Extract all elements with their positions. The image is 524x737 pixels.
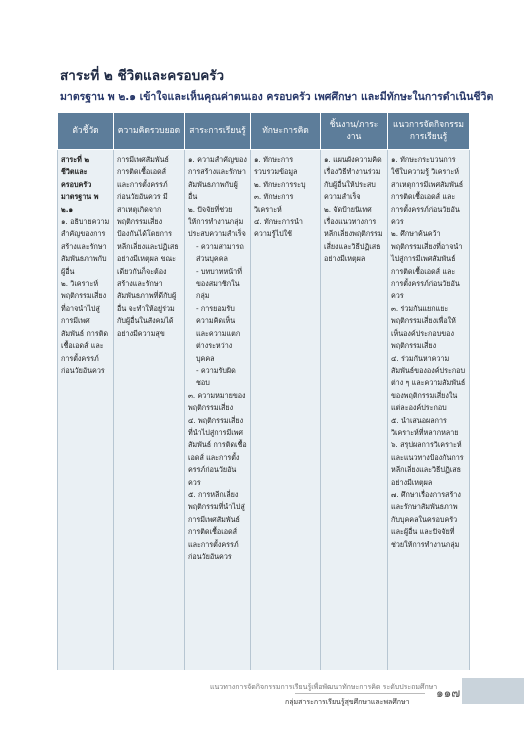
header-activity: แนวการจัดกิจกรรมการเรียนรู้ <box>388 113 470 150</box>
footer-book-title: แนวทางการจัดกิจกรรมการเรียนรู้เพื่อพัฒนาทักษะการคิด ระดับประถมศึกษา <box>210 683 438 691</box>
indicator-strand-name: ชีวิตและครอบครัว <box>61 167 92 189</box>
activity-item: ๖. สรุปผลการวิเคราะห์และแนวทางป้องกันการหลีกเลี่ยงและวิธีปฏิเสธอย่างมีเหตุผล <box>391 440 464 487</box>
indicator-item: ๑. อธิบายความสำคัญของการสร้างและรักษาสัมพันธภาพกับผู้อื่น <box>61 217 110 276</box>
content-item: ๔. พฤติกรรมเสี่ยงที่นำไปสู่การมีเพศสัมพันธ์ การติดเชื้อเอดส์ และการตั้งครรภ์ก่อนวัยอันควร <box>188 415 247 487</box>
indicator-item: ๒. วิเคราะห์พฤติกรรมเสี่ยงที่อาจนำไปสู่การมีเพศสัมพันธ์ การติดเชื้อเอดส์ และการตั้งครรภ์ก่อนวัยอันควร <box>61 279 109 375</box>
skill-item: ๒. ทักษะการระบุ <box>254 179 306 189</box>
activity-item: ๑. ทักษะกระบวนการใช้ใบความรู้ วิเคราะห์สาเหตุการมีเพศสัมพันธ์ การติดเชื้อเอดส์ และการตั้งครรภ์ก่อนวัยอันควร <box>391 155 464 227</box>
content-subitem: - ความสามารถส่วนบุคคล <box>196 241 244 264</box>
indicator-strand: สาระที่ ๒ <box>61 155 90 164</box>
skill-item: ๓. ทักษะการวิเคราะห์ <box>254 192 294 214</box>
skill-item: ๑. ทักษะการรวบรวมข้อมูล <box>254 155 298 177</box>
page-title: สาระที่ ๒ ชีวิตและครอบครัว <box>60 68 225 84</box>
table-header-row <box>58 113 470 150</box>
cell-activities <box>388 150 470 671</box>
cell-concept <box>114 150 185 671</box>
activity-item: ๔. ร่วมกันหาความสัมพันธ์ขององค์ประกอบต่าง ๆ และความสัมพันธ์ของพฤติกรรมเสี่ยงในแต่ละองค์ประกอบ <box>391 353 466 413</box>
indicator-standard: มาตรฐาน พ ๒.๑ <box>61 192 99 214</box>
header-content: สาระการเรียนรู้ <box>185 113 251 150</box>
concept-text: การมีเพศสัมพันธ์ การติดเชื้อเอดส์ และการตั้งครรภ์ก่อนวัยอันควร มีสาเหตุเกิดจากพฤติกรรมเสี่ยง ป้องกันได้โดยการหลีกเลี่ยงและปฏิเสธอย่างมีเหตุผล ขณะเดียวกันก็จะต้องสร้างและรักษาสัมพันธภาพที่ดีกับผู้อื่น จะทำให้อยู่ร่วมกับผู้อื่นในสังคมได้อย่างมีความสุข <box>117 155 179 338</box>
footer-divider <box>295 693 425 694</box>
header-indicator: ตัวชี้วัด <box>58 113 114 150</box>
task-item: ๑. แผนผังความคิดเรื่องวิธีทำงานร่วมกับผู้อื่นให้ประสบความสำเร็จ <box>324 155 382 202</box>
content-item: ๕. การหลีกเลี่ยงพฤติกรรมที่นำไปสู่การมีเพศสัมพันธ์ การติดเชื้อเอดส์ และการตั้งครรภ์ก่อนวัยอันควร <box>188 489 245 561</box>
standard-heading: มาตรฐาน พ ๒.๑ เข้าใจและเห็นคุณค่าตนเอง ครอบครัว เพศศึกษา และมีทักษะในการดำเนินชีวิต <box>60 91 494 103</box>
content-subitem: - บทบาทหน้าที่ของสมาชิกในกลุ่ม <box>196 266 242 301</box>
table-row <box>58 150 470 671</box>
content-subitem: - ความรับผิดชอบ <box>196 365 236 388</box>
footer-subject: กลุ่มสาระการเรียนรู้สุขศึกษาและพลศึกษา <box>285 698 410 706</box>
content-item: ๓. ความหมายของพฤติกรรมเสี่ยง <box>188 390 246 413</box>
cell-thinking-skills <box>251 150 321 671</box>
activity-item: ๗. ศึกษาเรื่องการสร้างและรักษาสัมพันธภาพกับบุคคลในครอบครัวและผู้อื่น และปัจจัยที่ช่วยให้การทำงานกลุ่ม <box>391 489 461 549</box>
activity-item: ๒. ศึกษาค้นคว้าพฤติกรรมเสี่ยงที่อาจนำไปสู่การมีเพศสัมพันธ์ การติดเชื้อเอดส์ และการตั้งครรภ์ก่อนวัยอันควร <box>391 229 463 301</box>
footer-decor-bar <box>462 678 524 704</box>
activity-item: ๓. ร่วมกันแยกแยะพฤติกรรมเสี่ยงเพื่อให้เห็นองค์ประกอบของพฤติกรรมเสี่ยง <box>391 303 456 351</box>
content-item: ๑. ความสำคัญของการสร้างและรักษาสัมพันธภาพกับผู้อื่น <box>188 155 247 202</box>
page-number: ๑๑๗ <box>436 686 461 700</box>
task-item: ๒. จัดป้ายนิเทศเรื่องแนวทางการหลีกเลี่ยงพฤติกรรมเสี่ยงและวิธีปฏิเสธอย่างมีเหตุผล <box>324 204 383 264</box>
cell-tasks <box>321 150 388 671</box>
header-concept: ความคิดรวบยอด <box>114 113 185 150</box>
header-thinking-skill: ทักษะการคิด <box>251 113 321 150</box>
content-subitem: - การยอมรับความคิดเห็น และความแตกต่างระหว่างบุคคล <box>196 303 241 363</box>
skill-item: ๔. ทักษะการนำความรู้ไปใช้ <box>254 217 303 239</box>
content-item: ๒. ปัจจัยที่ช่วยให้การทำงานกลุ่มประสบความสำเร็จ <box>188 204 246 239</box>
cell-indicators <box>58 150 114 671</box>
cell-content <box>185 150 251 671</box>
curriculum-table <box>57 112 470 670</box>
header-task: ชิ้นงาน/ภาระงาน <box>321 113 388 150</box>
activity-item: ๕. นำเสนอผลการวิเคราะห์ที่หลากหลาย <box>391 415 459 437</box>
